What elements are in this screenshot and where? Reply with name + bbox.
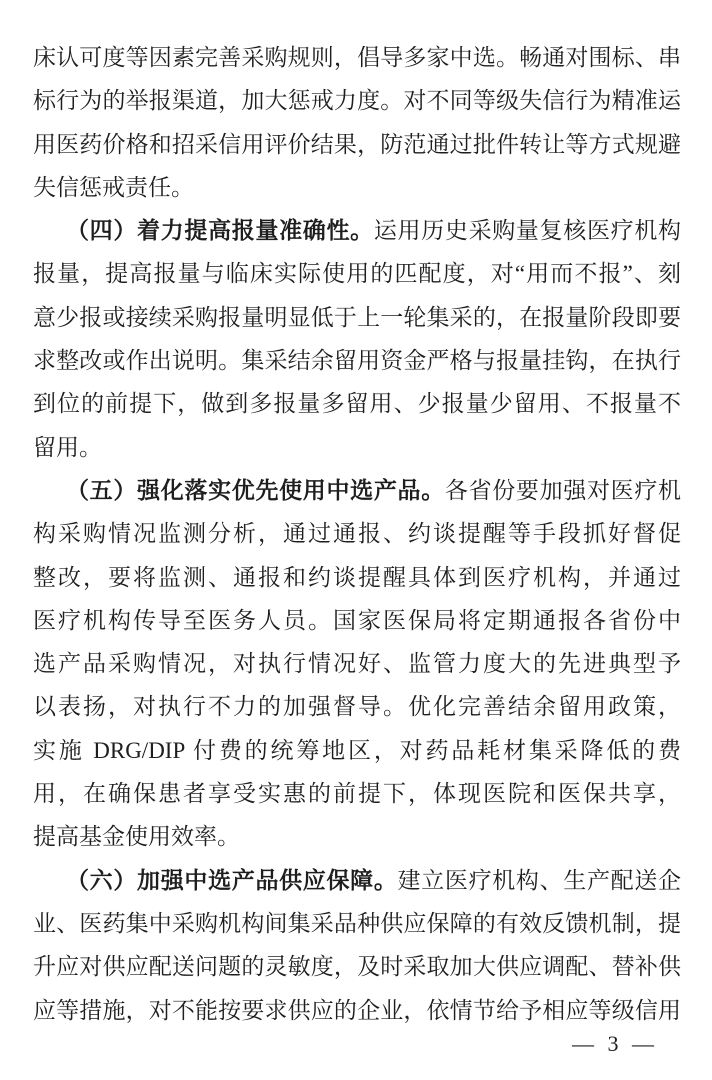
text-line: （六）加强中选产品供应保障。建立医疗机构、生产配送企: [66, 867, 681, 893]
text-line: 提高基金使用效率。: [33, 824, 240, 850]
text-line: 失信惩戒责任。: [33, 174, 194, 200]
text-line: 构采购情况监测分析，通过通报、约谈提醒等手段抓好督促: [33, 521, 681, 547]
text-line: 留用。: [33, 434, 102, 460]
text-line: 升应对供应配送问题的灵敏度，及时采取加大供应调配、替补供: [33, 954, 681, 980]
text-line: 标行为的举报渠道，加大惩戒力度。对不同等级失信行为精准运: [33, 88, 681, 114]
section-heading: （四）着力提高报量准确性。: [66, 218, 374, 244]
text-line: 床认可度等因素完善采购规则，倡导多家中选。畅通对围标、串: [33, 45, 681, 70]
text-line: 意少报或接续采购报量明显低于上一轮集采的，在报量阶段即要: [33, 304, 681, 330]
text-line: 应等措施，对不能按要求供应的企业，依情节给予相应等级信用: [33, 997, 681, 1023]
section-heading: （六）加强中选产品供应保障。: [66, 867, 398, 893]
text-line: 求整改或作出说明。集采结余留用资金严格与报量挂钩，在执行: [33, 348, 681, 374]
text-line: 以表扬，对执行不力的加强督导。优化完善结余留用政策，: [33, 694, 681, 720]
text-line: 整改，要将监测、通报和约谈提醒具体到医疗机构，并通过: [33, 564, 681, 590]
document-body: [33, 36, 681, 1032]
text-line: 选产品采购情况，对执行情况好、监管力度大的先进典型予: [33, 651, 681, 677]
text-line: 用医药价格和招采信用评价结果，防范通过批件转让等方式规避: [33, 131, 681, 157]
text-line: 实施 DRG/DIP 付费的统筹地区，对药品耗材集采降低的费: [33, 737, 681, 763]
text-line: 医疗机构传导至医务人员。国家医保局将定期通报各省份中: [33, 607, 681, 633]
text-line: 到位的前提下，做到多报量多留用、少报量少留用、不报量不: [33, 391, 681, 417]
text-line: （五）强化落实优先使用中选产品。各省份要加强对医疗机: [66, 477, 681, 503]
section-heading: （五）强化落实优先使用中选产品。: [66, 477, 445, 503]
text-line: 用，在确保患者享受实惠的前提下，体现医院和医保共享，: [33, 781, 681, 807]
text-line: 业、医药集中采购机构间集采品种供应保障的有效反馈机制，提: [33, 910, 681, 936]
page-number: — 3 —: [572, 1031, 658, 1056]
text-line: （四）着力提高报量准确性。运用历史采购量复核医疗机构: [66, 218, 681, 244]
text-line: 报量，提高报量与临床实际使用的匹配度，对“用而不报”、刻: [33, 261, 681, 287]
